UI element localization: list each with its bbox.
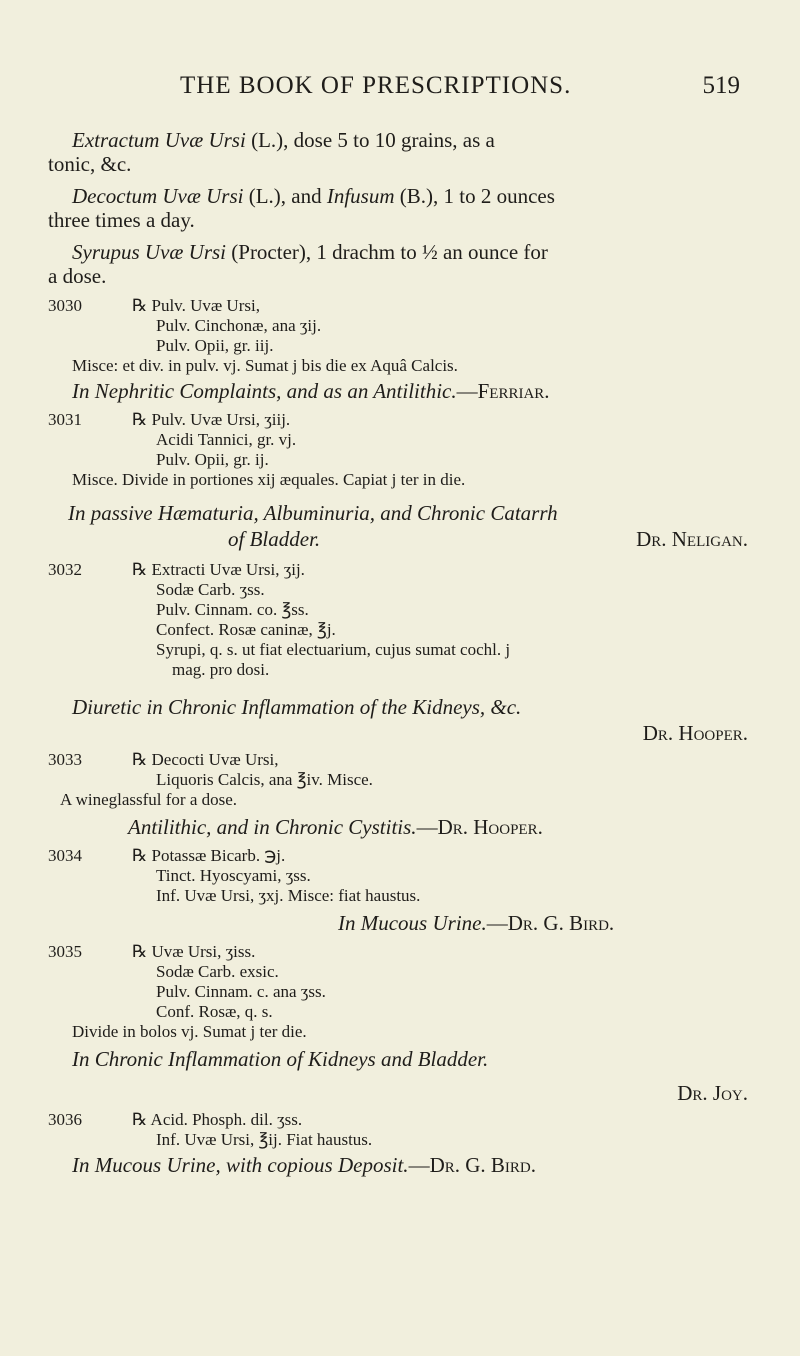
rx-line: ℞ Acid. Phosph. dil. ʒss. — [132, 1110, 303, 1129]
rx-line: Liquoris Calcis, ana ℥iv. Misce. — [156, 770, 373, 789]
heading-author: Dr. Hooper. — [642, 721, 748, 745]
heading-author: Dr. Joy. — [677, 1081, 748, 1105]
rx-line: Conf. Rosæ, q. s. — [156, 1002, 273, 1021]
section-heading-mucous-urine — [48, 910, 748, 936]
rx-line: ℞ Pulv. Uvæ Ursi, ʒiij. — [132, 410, 291, 429]
intro-extractum-name: Extractum Uvæ Ursi — [72, 128, 246, 152]
rx-line: Pulv. Opii, gr. ij. — [156, 450, 269, 469]
intro-decoctum-cont: three times a day. — [48, 208, 195, 232]
prescription-number: 3032 — [48, 560, 82, 579]
intro-decoctum-name: Decoctum Uvæ Ursi — [72, 184, 244, 208]
intro-extractum — [48, 128, 748, 176]
prescription-number: 3030 — [48, 296, 82, 315]
running-title: THE BOOK OF PRESCRIPTIONS. — [180, 72, 572, 99]
heading-text: In Mucous Urine. — [338, 911, 487, 935]
rx-line: ℞ Decocti Uvæ Ursi, — [132, 750, 279, 769]
rx-line: Sodæ Carb. ʒss. — [156, 580, 265, 599]
rx-line: Pulv. Opii, gr. iij. — [156, 336, 274, 355]
heading-author: —Dr. G. Bird. — [486, 911, 615, 935]
rx-line: Sodæ Carb. exsic. — [156, 962, 279, 981]
prescription-3035 — [48, 942, 748, 1042]
intro-syrupus-name: Syrupus Uvæ Ursi — [72, 240, 227, 264]
rx-line: Pulv. Cinnam. co. ℥ss. — [156, 600, 309, 619]
prescription-3033 — [48, 750, 748, 810]
rx-line: Syrupi, q. s. ut fiat electuarium, cujus sumat cochl. j — [156, 640, 511, 659]
rx-line: mag. pro dosi. — [172, 660, 270, 679]
intro-decoctum-mid: (L.), and — [243, 184, 327, 208]
heading-text: In Nephritic Complaints, and as an Antilithic. — [72, 379, 457, 403]
section-heading-kidneys-bladder — [48, 1046, 748, 1106]
rx-line: Inf. Uvæ Ursi, ʒxj. Misce: fiat haustus. — [156, 886, 421, 905]
prescription-3031 — [48, 410, 748, 490]
heading-author: Dr. Neligan. — [636, 527, 748, 551]
section-heading-haematuria — [48, 500, 748, 552]
prescription-number: 3033 — [48, 750, 82, 769]
rx-directions: Divide in bolos vj. Sumat j ter die. — [72, 1022, 307, 1041]
intro-decoctum — [48, 184, 748, 232]
intro-syrupus-text: (Procter), 1 drachm to ½ an ounce for — [226, 240, 548, 264]
rx-line: Confect. Rosæ caninæ, ℥j. — [156, 620, 336, 639]
heading-text: of Bladder. — [228, 527, 321, 551]
prescription-3034 — [48, 846, 748, 906]
rx-line: Pulv. Cinchonæ, ana ʒij. — [156, 316, 322, 335]
intro-infusum-name: Infusum — [326, 184, 395, 208]
prescription-number: 3034 — [48, 846, 82, 865]
prescription-number: 3035 — [48, 942, 82, 961]
heading-author: —Dr. Hooper. — [416, 815, 543, 839]
intro-extractum-cont: tonic, &c. — [48, 152, 132, 176]
rx-line: Tinct. Hyoscyami, ʒss. — [156, 866, 311, 885]
heading-text: In passive Hæmaturia, Albuminuria, and Chronic Catarrh — [68, 501, 558, 525]
rx-line: ℞ Uvæ Ursi, ʒiss. — [132, 942, 256, 961]
rx-line: Acidi Tannici, gr. vj. — [156, 430, 297, 449]
rx-directions: Misce: et div. in pulv. vj. Sumat j bis die ex Aquâ Calcis. — [72, 356, 458, 375]
rx-line: Inf. Uvæ Ursi, ℥ij. Fiat haustus. — [156, 1130, 373, 1149]
prescription-3036 — [48, 1110, 748, 1150]
heading-author: —Dr. G. Bird. — [408, 1153, 536, 1177]
prescription-3032 — [48, 560, 748, 680]
page-number: 519 — [702, 72, 740, 99]
heading-text: Antilithic, and in Chronic Cystitis. — [128, 815, 417, 839]
section-heading-antilithic — [48, 814, 748, 840]
section-heading-nephritic — [48, 378, 748, 404]
section-heading-copious-deposit — [48, 1152, 748, 1178]
heading-text: In Chronic Inflammation of Kidneys and Bladder. — [72, 1047, 489, 1071]
rx-line: ℞ Pulv. Uvæ Ursi, — [132, 296, 260, 315]
intro-extractum-text: (L.), dose 5 to 10 grains, as a — [245, 128, 495, 152]
rx-directions: A wineglassful for a dose. — [60, 790, 238, 809]
heading-text: In Mucous Urine, with copious Deposit. — [72, 1153, 409, 1177]
heading-text: Diuretic in Chronic Inflammation of the Kidneys, &c. — [72, 695, 522, 719]
rx-line: ℞ Extracti Uvæ Ursi, ʒij. — [132, 560, 305, 579]
intro-syrupus — [48, 240, 748, 288]
section-heading-diuretic — [48, 694, 748, 746]
rx-line: ℞ Potassæ Bicarb. ℈j. — [132, 846, 286, 865]
heading-author: —Ferriar. — [456, 379, 550, 403]
prescription-number: 3031 — [48, 410, 82, 429]
intro-decoctum-text: (B.), 1 to 2 ounces — [394, 184, 555, 208]
running-header — [50, 72, 740, 108]
rx-line: Pulv. Cinnam. c. ana ʒss. — [156, 982, 326, 1001]
rx-directions: Misce. Divide in portiones xij æquales. Capiat j ter in die. — [72, 470, 466, 489]
prescription-3030 — [48, 296, 748, 376]
prescription-number: 3036 — [48, 1110, 82, 1129]
intro-syrupus-cont: a dose. — [48, 264, 107, 288]
